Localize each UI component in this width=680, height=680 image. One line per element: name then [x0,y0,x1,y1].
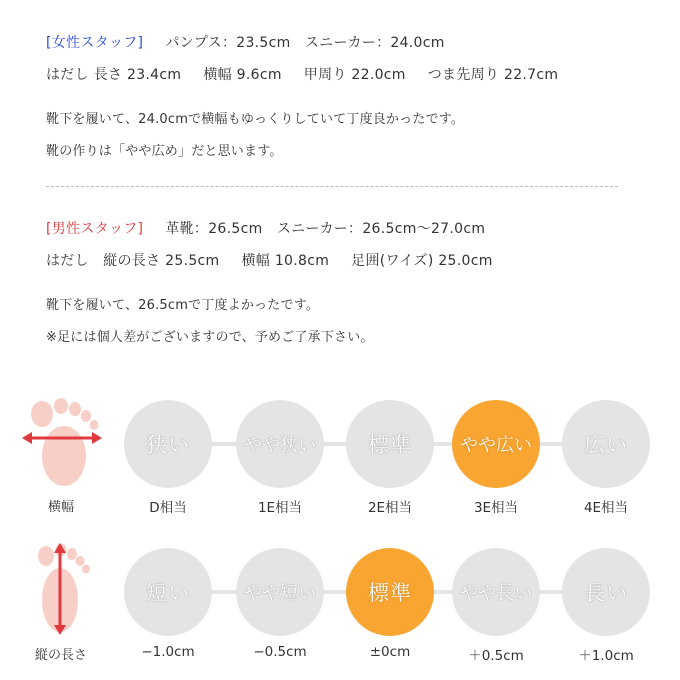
female-staff-line-1 [46,32,445,52]
width-option-standard: 標準 [346,400,434,488]
length-option-slightly-short: やや短い [236,548,324,636]
female-staff-tag: [女性スタッフ] [46,35,144,51]
male-staff-tag: [男性スタッフ] [46,221,144,237]
male-comment-2: ※足には個人差がございますので、予めご了承下さい。 [46,330,374,345]
male-comment-1: 靴下を履いて、26.5cmで丁度よかったです。 [46,298,320,313]
female-staff-line-2 [46,64,558,84]
female-barefoot-length: はだし 長さ 23.4cm [46,67,182,83]
female-shoe-sizes: パンプス：23.5cm スニーカー：24.0cm [165,35,445,51]
width-caption-slightly-narrow: 1E相当 [257,500,303,516]
length-scale [0,540,680,670]
female-comment-2: 靴の作りは「やや広め」だと思います。 [46,144,283,159]
male-staff-line-1 [46,218,485,238]
width-caption-standard: 2E相当 [367,500,413,516]
length-caption-standard: ±0cm [369,644,411,660]
width-scale-label: 横幅 [47,500,74,515]
length-option-long: 長い [562,548,650,636]
width-option-slightly-wide: やや広い [452,400,540,488]
length-caption-long: ＋1.0cm [578,648,634,664]
male-barefoot-width: 横幅 10.8cm [241,253,330,269]
female-toe-girth: つま先周り 22.7cm [427,67,559,83]
foot-width-icon [18,392,108,492]
female-comment-1: 靴下を履いて、24.0cmで横幅もゆっくりしていて丁度良かったです。 [46,112,465,127]
length-option-standard: 標準 [346,548,434,636]
width-option-narrow: 狭い [124,400,212,488]
length-option-slightly-long: やや長い [452,548,540,636]
length-caption-slightly-long: ＋0.5cm [468,648,524,664]
length-caption-slightly-short: −0.5cm [253,644,307,660]
female-instep-girth: 甲周り 22.0cm [303,67,406,83]
male-foot-girth: 足囲(ワイズ) 25.0cm [351,253,493,269]
width-caption-slightly-wide: 3E相当 [473,500,519,516]
length-option-short: 短い [124,548,212,636]
female-barefoot-width: 横幅 9.6cm [203,67,282,83]
length-scale-label: 縦の長さ [34,648,87,663]
foot-length-icon [18,540,108,640]
width-option-slightly-narrow: やや狭い [236,400,324,488]
male-shoe-sizes: 革靴：26.5cm スニーカー：26.5cm〜27.0cm [165,221,486,237]
male-staff-line-2 [46,250,493,270]
width-option-wide: 広い [562,400,650,488]
male-barefoot-length: はだし 縦の長さ 25.5cm [46,253,220,269]
section-divider [46,186,618,187]
length-caption-short: −1.0cm [141,644,195,660]
width-caption-narrow: D相当 [149,500,187,516]
width-scale [0,392,680,522]
width-caption-wide: 4E相当 [583,500,629,516]
